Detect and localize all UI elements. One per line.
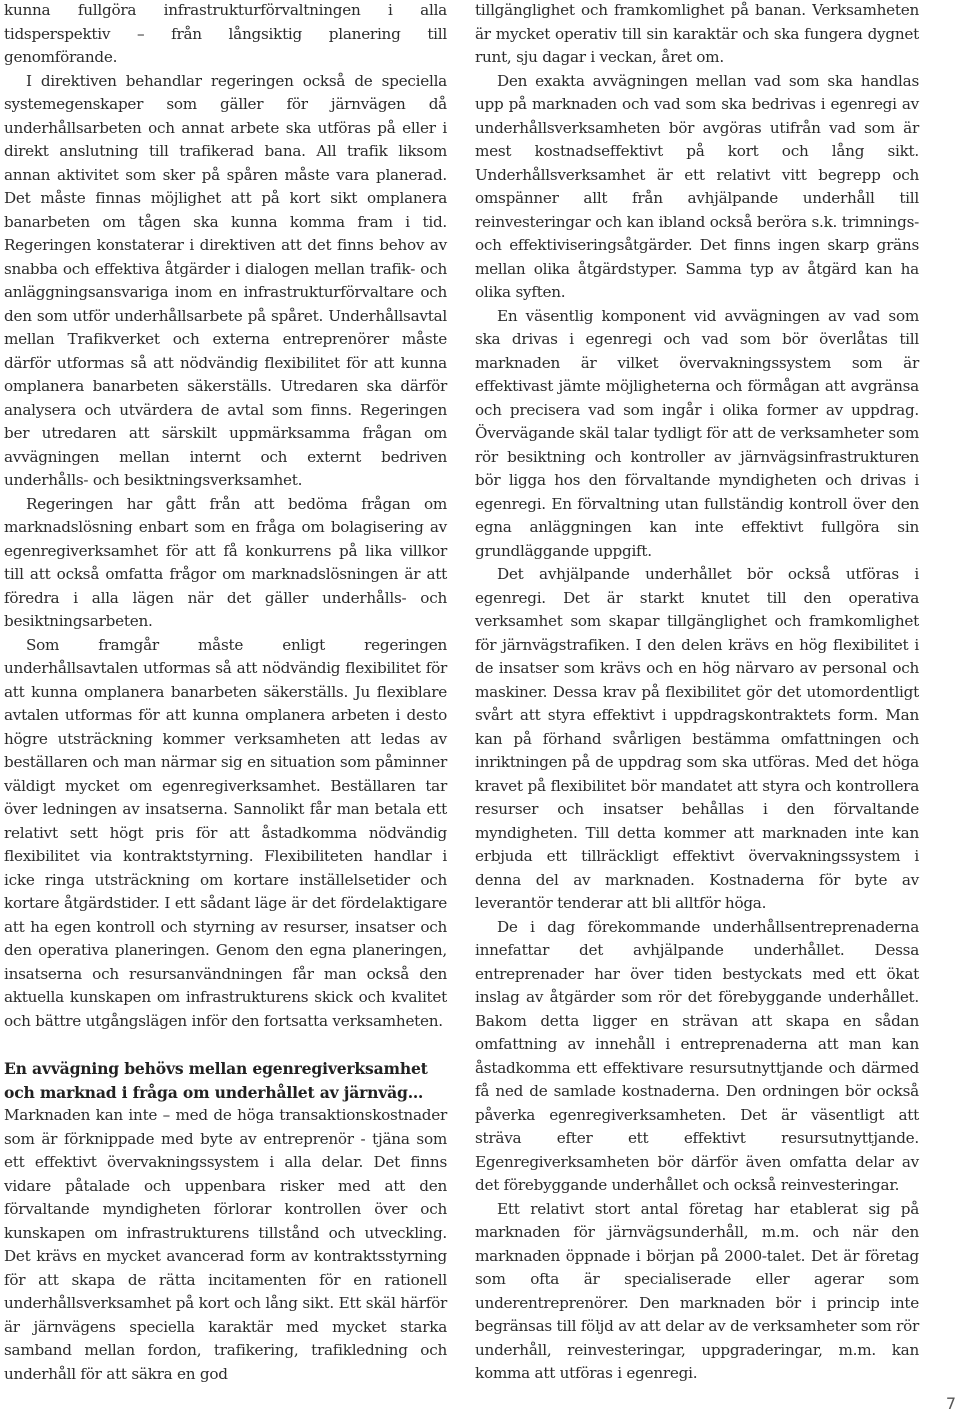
paragraph: Den exakta avvägningen mellan vad som ska handlas upp på marknaden och vad som ska bedrivas i egenregi av underhållsverksamheten bör avgöras utifrån vad som är mest kostnadseffektivt på kort och lång sikt. Underhållsverksamhet är ett relativt vitt begrepp och omspänner allt från avhjälpande underhåll till reinvesteringar och kan ibland också beröra s.k. trimnings- och effektiviseringsåtgärder. Det finns ingen skarp gräns mellan olika åtgärdstyper. Samma typ av åtgärd kan ha olika syften.: [475, 71, 919, 301]
paragraph: Det avhjälpande underhållet bör också utföras i egenregi. Det är starkt knutet till den operativa verksamhet som skapar tillgänglighet och framkomlighet för järnvägstrafiken. I den delen krävs en hög flexibilitet i de insatser som krävs och en hög närvaro av personal och maskiner. Dessa krav på flexibilitet gör det utomordentligt svårt att styra effektivt i uppdragskontraktets form. Man kan på förhand svårligen bestämma omfattningen och inriktningen på de uppdrag som ska utföras. Med det höga kravet på flexibilitet bör mandatet att styra och kontrollera resurser och insatser behållas i den förvaltande myndigheten. Till detta kommer att marknaden inte kan erbjuda ett tillräckligt effektivt övervakningssystem i denna del av marknaden. Kostnaderna för byte av leverantör tenderar att bli alltför höga.: [475, 565, 919, 912]
paragraph: kunna fullgöra infrastrukturförvaltningen i alla tidsperspektiv – från långsiktig planering till genomförande.: [4, 1, 447, 66]
left-column: [4, 0, 447, 1386]
paragraph: tillgänglighet och framkomlighet på banan. Verksamheten är mycket operativ till sin karaktär och ska fungera dygnet runt, sju dagar i veckan, året om.: [475, 1, 919, 66]
page-number: 7: [945, 1394, 956, 1413]
paragraph: Ett relativt stort antal företag har etablerat sig på marknaden för järnvägsunderhåll, m.m. och när den marknaden öppnade i början på 2000-talet. Det är företag som ofta är specialiserade eller agerar som underentreprenörer. Den marknaden bör i princip inte begränsas till följd av att delar av de verksamheter som rör underhåll, reinvesteringar, uppgraderingar, m.m. kan komma att utföras i egenregi.: [475, 1199, 919, 1382]
section-heading: En avvägning behövs mellan egenregiverksamhet och marknad i fråga om underhållet av järnväg…: [4, 1059, 428, 1102]
paragraph: I direktiven behandlar regeringen också de speciella systemegenskaper som gäller för järnvägen då underhållsarbeten och annat arbete ska utföras på eller i direkt anslutning till trafikerad bana. All trafik liksom annan aktivitet som sker på spåren måste vara planerad. Det måste finnas möjlighet att på kort sikt omplanera banarbeten om tågen ska kunna komma fram i tid. Regeringen konstaterar i direktiven att det finns behov av snabba och effektiva åtgärder i dialogen mellan trafik- och anläggningsansvariga inom en infrastrukturförvaltare och den som utför underhållsarbete på spåret. Underhållsavtal mellan Trafikverket och externa entreprenörer måste därför utformas så att nödvändig flexibilitet för att kunna omplanera banarbeten säkerställs. Utredaren ska därför analysera och utvärdera de avtal som finns. Regeringen ber utredaren att särskilt uppmärksamma frågan om avvägningen mellan internt och externt bedriven underhålls- och besiktningsverksamhet.: [4, 71, 447, 489]
paragraph: De i dag förekommande underhållsentreprenaderna innefattar det avhjälpande underhållet. Dessa entreprenader har över tiden bestyckats med ett ökat inslag av åtgärder som rör det förebyggande underhållet. Bakom detta ligger en strävan att skapa en sådan omfattning av innehåll i entreprenaderna att man kan åstadkomma ett effektivare resursutnyttjande och därmed få ned de samlade kostnaderna. Den ordningen bör också påverka egenregiverksamheten. Det är väsentligt att sträva efter ett effektivt resursutnyttjande. Egenregiverksamheten bör därför även omfatta delar av det förebyggande underhållet och också reinvesteringar.: [475, 917, 919, 1194]
paragraph: Regeringen har gått från att bedöma frågan om marknadslösning enbart som en fråga om bolagisering av egenregiverksamhet för att få konkurrens på lika villkor till att också omfatta frågor om marknadslösningen är att föredra i alla lägen när det gäller underhålls- och besiktningsarbeten.: [4, 494, 447, 630]
right-column: [475, 0, 919, 1386]
paragraph: Marknaden kan inte – med de höga transaktionskostnader som är förknippade med byte av entreprenör - tjäna som ett effektivt övervakningssystem i alla delar. Det finns vidare påtalade och uppenbara risker med att den förvaltande myndigheten förlorar kontrollen över och kunskapen om infrastrukturens tillstånd och utveckling. Det krävs en mycket avancerad form av kontraktsstyrning för att skapa de rätta incitamenten för en rationell underhållsverksamhet på kort och lång sikt. Ett skäl härför är järnvägens speciella karaktär med mycket starka samband mellan fordon, trafikering, trafikledning och underhåll för att säkra en god: [4, 1106, 447, 1383]
paragraph: Som framgår måste enligt regeringen underhållsavtalen utformas så att nödvändig flexibilitet för att kunna omplanera banarbeten säkerställs. Ju flexiblare avtalen utformas för att kunna omplanera arbeten i desto högre utsträckning kommer verksamheten att ledas av beställaren och man närmar sig en situation som påminner väldigt mycket om egenregiverksamhet. Beställaren tar över ledningen av insatserna. Sannolikt får man betala ett relativt sett högt pris för att åstadkomma nödvändig flexibilitet via kontraktstyrning. Flexibiliteten handlar i icke ringa utsträckning om kortare inställelsetider och kortare åtgärdstider. I ett sådant läge är det fördelaktigare att ha egen kontroll och styrning av resurser, insatser och den operativa planeringen. Genom den egna planeringen, insatserna och resursanvändningen får man också den aktuella kunskapen om infrastrukturens skick och kvalitet och bättre utgångslägen inför den fortsatta verksamheten.: [4, 635, 447, 1030]
paragraph: En väsentlig komponent vid avvägningen av vad som ska drivas i egenregi och vad som bör överlåtas till marknaden är vilket övervakningssystem som är effektivast jämte möjligheterna och förmågan att avgränsa och precisera vad som ingår i olika former av uppdrag. Övervägande skäl talar tydligt för att de verksamheter som rör besiktning och kontroller av järnvägsinfrastrukturen bör ligga hos den förvaltande myndigheten och drivas i egenregi. En förvaltning utan fullständig kontroll över den egna anläggningen kan inte effektivt fullgöra sin grundläggande uppgift.: [475, 306, 919, 560]
